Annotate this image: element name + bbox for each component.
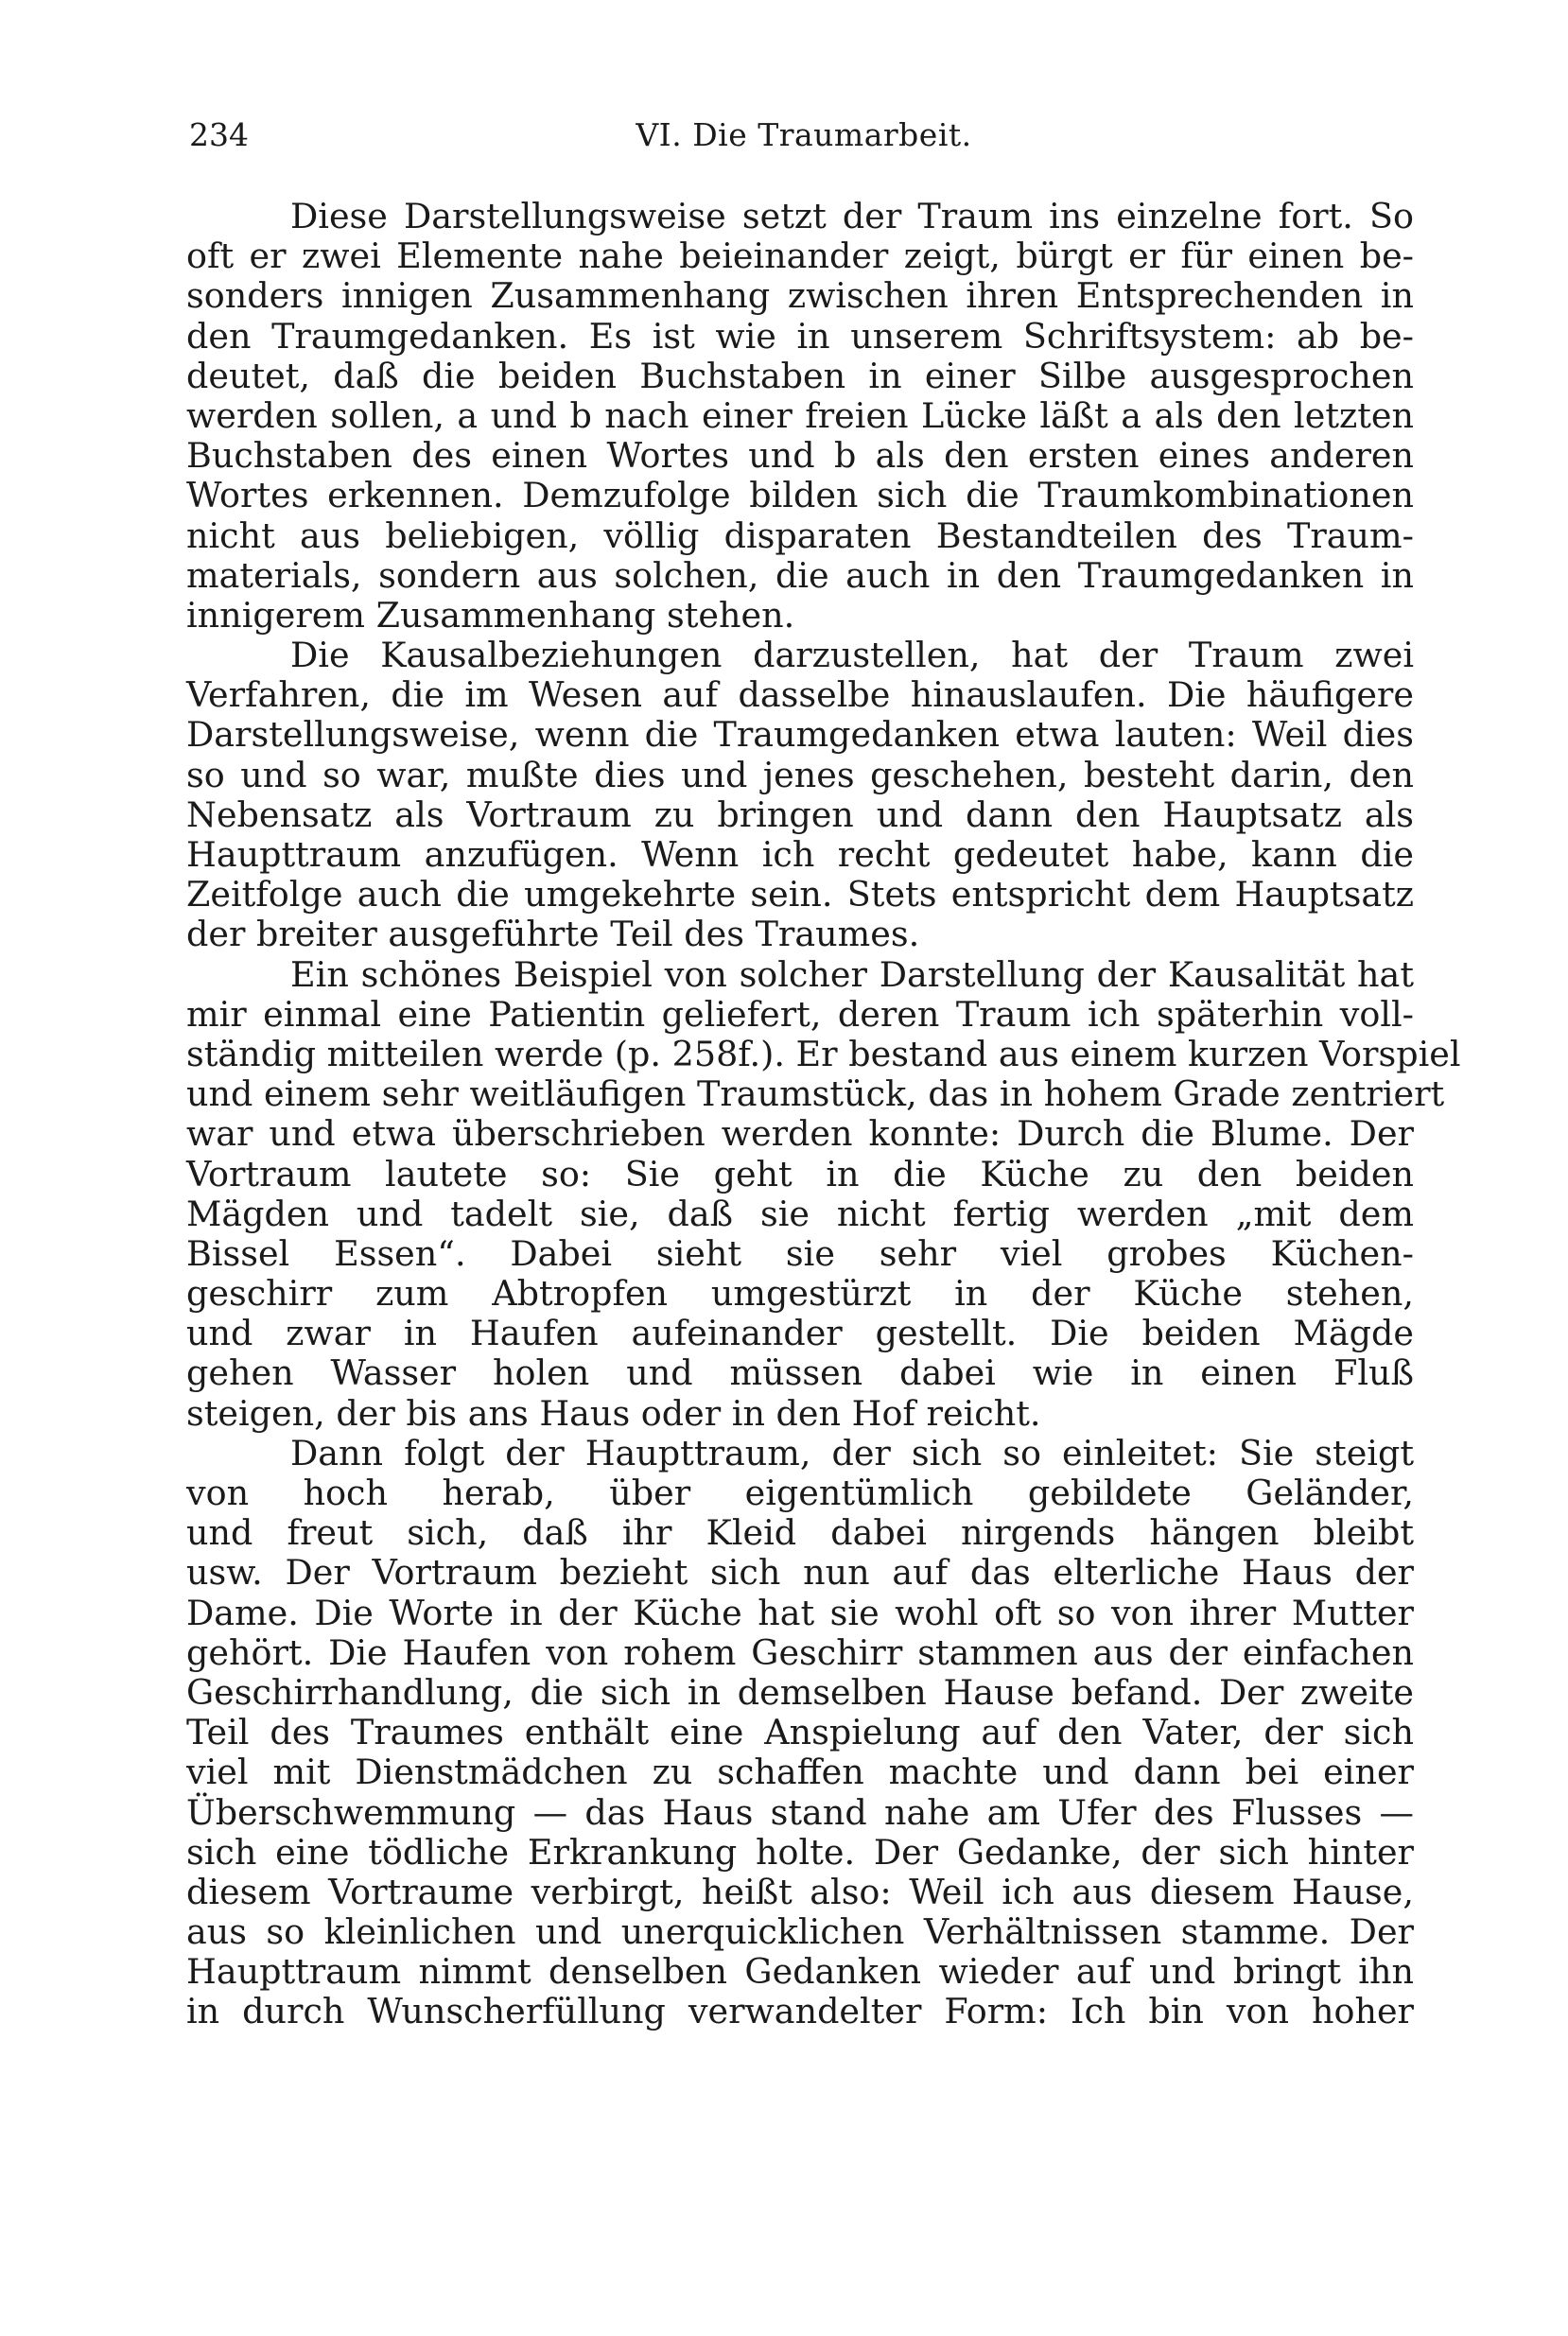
paragraph <box>186 953 1461 1434</box>
paragraph <box>186 197 1414 636</box>
body-text <box>186 196 1461 2032</box>
text-line: Haupttraum nimmt denselben Gedanken wieder auf und bringt ihn <box>186 1951 1414 1993</box>
text-line: Die Kausalbeziehungen darzustellen, hat der Traum zwei <box>290 635 1414 676</box>
text-line: usw. Der Vortraum bezieht sich nun auf das elterliche Haus der <box>186 1552 1414 1594</box>
text-line: ständig mitteilen werde (p. 258f.). Er bestand aus einem kurzen Vorspiel <box>186 1033 1461 1074</box>
text-line: steigen, der bis ans Haus oder in den Hof reicht. <box>186 1392 1041 1434</box>
text-line: Geschirrhandlung, die sich in demselben Hause befand. Der zweite <box>186 1671 1414 1713</box>
text-line: Zeitfolge auch die umgekehrte sein. Stets entspricht dem Hauptsatz <box>186 874 1414 915</box>
text-line: Überschwemmung — das Haus stand nahe am Ufer des Flusses — <box>186 1791 1414 1833</box>
text-line: nicht aus beliebigen, völlig disparaten Bestandteilen des Traum- <box>186 514 1414 556</box>
text-line: Bissel Essen“. Dabei sieht sie sehr viel grobes Küchen- <box>186 1232 1414 1274</box>
text-line: Diese Darstellungsweise setzt der Traum ins einzelne fort. So <box>290 196 1414 236</box>
text-line: Teil des Traumes enthält eine Anspielung auf den Vater, der sich <box>186 1712 1414 1753</box>
text-line: Dame. Die Worte in der Küche hat sie wohl oft so von ihrer Mutter <box>186 1592 1414 1633</box>
text-line: den Traumgedanken. Es ist wie in unserem Schriftsystem: ab be- <box>186 315 1414 357</box>
text-line: Mägden und tadelt sie, daß sie nicht fertig werden „mit dem <box>186 1193 1414 1234</box>
running-title: VI. Die Traumarbeit. <box>636 116 972 153</box>
page-number: 234 <box>189 116 249 153</box>
paragraph <box>186 636 1414 955</box>
text-line: sonders innigen Zusammenhang zwischen ihren Entsprechenden in <box>186 275 1414 317</box>
text-line: und einem sehr weitläufigen Traumstück, das in hohem Grade zentriert <box>186 1073 1445 1115</box>
text-line: Ein schönes Beispiel von solcher Darstellung der Kausalität hat <box>290 953 1414 995</box>
text-line: Wortes erkennen. Demzufolge bilden sich die Traumkombinationen <box>186 475 1414 516</box>
text-line: werden sollen, a und b nach einer freien Lücke läßt a als den letzten <box>186 394 1414 436</box>
text-line: mir einmal eine Patientin geliefert, deren Traum ich späterhin voll- <box>186 993 1414 1035</box>
paragraph <box>186 1434 1414 2032</box>
page-header <box>189 112 1419 159</box>
text-line: Dann folgt der Haupttraum, der sich so einleitet: Sie steigt <box>290 1432 1414 1473</box>
text-line: aus so kleinlichen und unerquicklichen Verhältnissen stamme. Der <box>186 1911 1414 1953</box>
text-line: Darstellungsweise, wenn die Traumgedanken etwa lauten: Weil dies <box>186 714 1414 756</box>
text-line: war und etwa überschrieben werden konnte: Durch die Blume. Der <box>186 1113 1414 1155</box>
text-line: materials, sondern aus solchen, die auch in den Traumgedanken in <box>186 554 1414 596</box>
text-line: gehört. Die Haufen von rohem Geschirr stammen aus der einfachen <box>186 1631 1414 1673</box>
text-line: sich eine tödliche Erkrankung holte. Der Gedanke, der sich hinter <box>186 1831 1414 1873</box>
text-line: Haupttraum anzufügen. Wenn ich recht gedeutet habe, kann die <box>186 834 1414 875</box>
text-line: und freut sich, daß ihr Kleid dabei nirgends hängen bleibt <box>186 1512 1414 1554</box>
text-line: deutet, daß die beiden Buchstaben in einer Silbe ausgesprochen <box>186 355 1414 396</box>
text-line: und zwar in Haufen aufeinander gestellt. Die beiden Mägde <box>186 1313 1414 1354</box>
text-line: Nebensatz als Vortraum zu bringen und dann den Hauptsatz als <box>186 793 1414 835</box>
text-line: diesem Vortraume verbirgt, heißt also: Weil ich aus diesem Hause, <box>186 1871 1414 1912</box>
text-line: gehen Wasser holen und müssen dabei wie in einen Fluß <box>186 1352 1414 1394</box>
text-line: so und so war, mußte dies und jenes geschehen, besteht darin, den <box>186 754 1414 795</box>
text-line: Vortraum lautete so: Sie geht in die Küche zu den beiden <box>186 1153 1414 1194</box>
text-line: Buchstaben des einen Wortes und b als den ersten eines anderen <box>186 435 1414 477</box>
text-line: innigerem Zusammenhang stehen. <box>186 594 795 636</box>
text-line: viel mit Dienstmädchen zu schaffen machte und dann bei einer <box>186 1752 1414 1793</box>
text-line: Verfahren, die im Wesen auf dasselbe hinauslaufen. Die häufigere <box>186 674 1414 716</box>
text-line: von hoch herab, über eigentümlich gebildete Geländer, <box>186 1473 1414 1513</box>
text-line: geschirr zum Abtropfen umgestürzt in der Küche stehen, <box>186 1273 1414 1315</box>
text-line: in durch Wunscherfüllung verwandelter Form: Ich bin von hoher <box>186 1991 1414 2032</box>
text-line: oft er zwei Elemente nahe beieinander zeigt, bürgt er für einen be- <box>186 235 1414 277</box>
text-line: der breiter ausgeführte Teil des Traumes. <box>186 914 920 955</box>
